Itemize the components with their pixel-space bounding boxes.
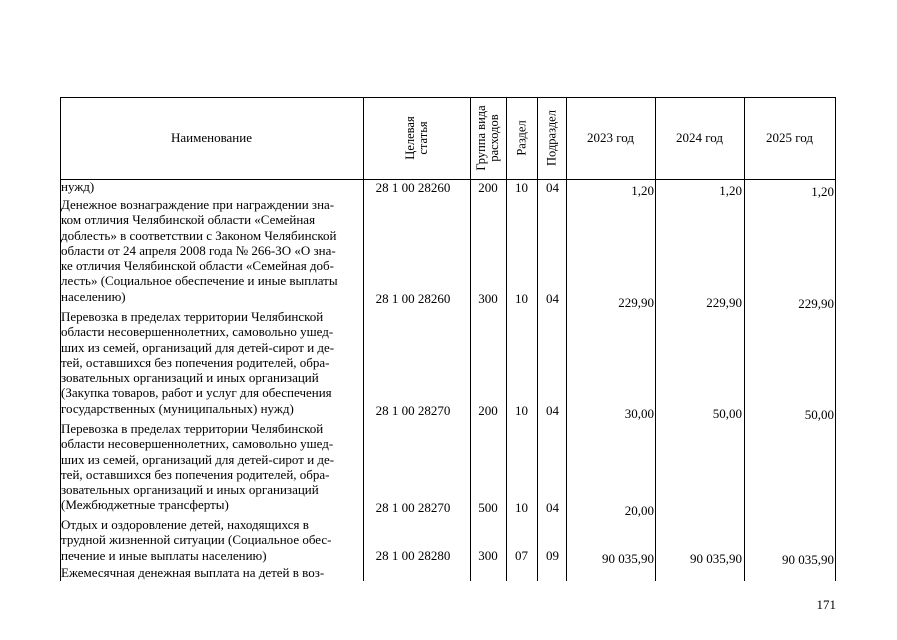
budget-table — [60, 97, 836, 581]
table-row-name — [61, 309, 361, 416]
row-text-line: ке отличия Челябинской области «Семейная доб- — [61, 258, 334, 274]
header-name — [60, 97, 363, 179]
row-text-line: Отдых и оздоровление детей, находящихся в — [61, 517, 309, 532]
row-section: 10 — [515, 180, 528, 195]
row-text-line: ших из семей, организаций для детей-сирот и де- — [61, 339, 335, 355]
row-amount-2025: 50,00 — [804, 407, 834, 422]
row-text-line: зовательных организаций и иных организаций — [61, 370, 319, 386]
header-code — [363, 97, 470, 179]
row-text-line: тей, оставшихся без попечения родителей, обра- — [61, 466, 330, 482]
row-text-line: Денежное вознаграждение при награждении зна- — [61, 197, 335, 212]
row-text-line: зовательных организаций и иных организаций — [61, 482, 319, 498]
header-subsection — [537, 97, 566, 179]
row-amount-2024: 90 035,90 — [690, 551, 742, 566]
header-code-line2: статья — [415, 121, 430, 155]
header-section-label: Раздел — [514, 120, 528, 156]
row-amount-2025: 1,20 — [811, 184, 834, 199]
row-text-line: доблесть» в соответствии с Законом Челябинской — [61, 227, 337, 243]
row-text-line: ком отличия Челябинской области «Семейная — [61, 212, 316, 228]
row-text-line: Перевозка в пределах территории Челябинской — [61, 309, 324, 324]
header-group-label — [475, 105, 501, 170]
row-section: 10 — [515, 403, 528, 418]
table-row-name — [61, 197, 361, 304]
page-number: 171 — [816, 597, 836, 612]
row-subsection: 04 — [546, 180, 559, 195]
header-name-label: Наименование — [171, 130, 252, 145]
row-text-line: Ежемесячная денежная выплата на детей в воз- — [61, 565, 325, 580]
header-group-line2: расходов — [487, 114, 501, 162]
header-2024-label: 2024 год — [676, 130, 723, 145]
row-amount-2025: 90 035,90 — [782, 552, 834, 567]
row-text-line: печение и иные выплаты населению) — [61, 547, 267, 563]
row-subsection: 04 — [546, 403, 559, 418]
row-code: 28 1 00 28270 — [375, 500, 451, 515]
row-text-line: (Межбюджетные трансферты) — [61, 497, 229, 513]
row-amount-2024: 229,90 — [706, 295, 742, 310]
header-2023 — [566, 97, 655, 179]
row-group: 300 — [478, 291, 498, 306]
header-2025 — [744, 97, 835, 179]
row-group: 200 — [478, 403, 498, 418]
header-section — [506, 97, 537, 179]
table-row-name — [61, 517, 361, 563]
row-code: 28 1 00 28280 — [375, 548, 451, 563]
row-text-line: области несовершеннолетних, самовольно ушед- — [61, 324, 334, 340]
header-2023-label: 2023 год — [587, 130, 634, 145]
row-subsection: 04 — [546, 291, 559, 306]
col-border — [835, 97, 836, 581]
row-text-line: трудной жизненной ситуации (Социальное обес- — [61, 532, 332, 548]
header-2024 — [655, 97, 744, 179]
row-amount-2023: 20,00 — [624, 503, 654, 518]
row-text-line: населению) — [61, 288, 126, 304]
row-text-line: лесть» (Социальное обеспечение и иные выплаты — [61, 273, 338, 289]
row-code: 28 1 00 28270 — [375, 403, 451, 418]
row-amount-2025: 229,90 — [798, 296, 834, 311]
row-text-line: государственных (муниципальных) нужд) — [61, 400, 294, 416]
row-amount-2023: 30,00 — [624, 406, 654, 421]
row-text-line: (Закупка товаров, работ и услуг для обеспечения — [61, 385, 332, 401]
table-row-name — [61, 421, 361, 513]
header-code-label — [404, 116, 430, 159]
row-text-line: области от 24 апреля 2008 года № 266-ЗО «О зна- — [61, 242, 336, 258]
row-group: 300 — [478, 548, 498, 563]
row-amount-2024: 50,00 — [712, 406, 742, 421]
header-2025-label: 2025 год — [766, 130, 813, 145]
row-text-line: нужд) — [61, 179, 95, 194]
header-group — [470, 97, 506, 179]
header-group-line1: Группа вида — [474, 105, 488, 171]
row-code: 28 1 00 28260 — [375, 291, 451, 306]
header-subsection-label: Подраздел — [544, 110, 558, 166]
row-subsection: 09 — [546, 548, 559, 563]
table-row-name — [61, 565, 361, 580]
row-amount-2023: 90 035,90 — [602, 551, 654, 566]
row-subsection: 04 — [546, 500, 559, 515]
row-text-line: Перевозка в пределах территории Челябинской — [61, 421, 324, 436]
row-section: 10 — [515, 291, 528, 306]
row-group: 200 — [478, 180, 498, 195]
row-code: 28 1 00 28260 — [375, 180, 451, 195]
row-group: 500 — [478, 500, 498, 515]
row-amount-2023: 1,20 — [631, 183, 654, 198]
row-text-line: тей, оставшихся без попечения родителей, обра- — [61, 354, 330, 370]
header-code-line1: Целевая — [402, 116, 417, 160]
row-text-line: ших из семей, организаций для детей-сирот и де- — [61, 451, 335, 467]
table-row-name — [61, 179, 361, 194]
row-section: 10 — [515, 500, 528, 515]
row-section: 07 — [515, 548, 528, 563]
row-amount-2024: 1,20 — [719, 183, 742, 198]
row-amount-2023: 229,90 — [618, 295, 654, 310]
row-text-line: области несовершеннолетних, самовольно ушед- — [61, 436, 334, 452]
